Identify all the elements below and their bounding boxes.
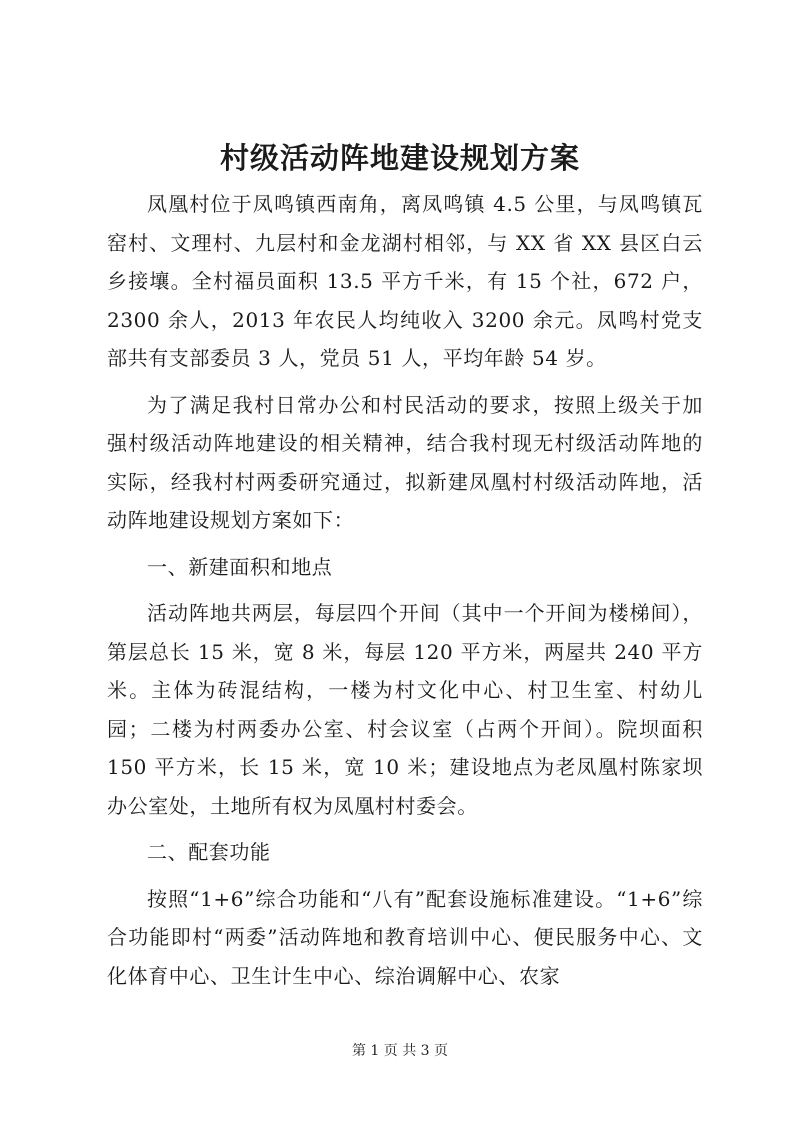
paragraph-purpose: 为了满足我村日常办公和村民活动的要求，按照上级关于加强村级活动阵地建设的相关精神，结合我村现无村级活动阵地的实际，经我村村两委研究通过，拟新建凤凰村村级活动阵地，活动阵地建设规划方案如下： [107, 392, 703, 532]
page-number-footer: 第 1 页 共 3 页 [351, 1043, 449, 1059]
document-title: 村级活动阵地建设规划方案 [219, 141, 580, 175]
paragraph-village-overview: 凤凰村位于凤鸣镇西南角，离凤鸣镇 4.5 公里，与凤鸣镇瓦窑村、文理村、九层村和金龙湖村相邻，与 XX 省 XX 县区白云乡接壤。全村福员面积 13.5 平方千米，有 15 个社，672 户，2300 余人，2013 年农民人均纯收入 3200 余元。凤鸣村党支部共有支部委员 3 人，党员 51 人，平均年龄 54 岁。 [107, 192, 703, 370]
paragraph-area-location: 活动阵地共两层，每层四个开间（其中一个开间为楼梯间），第层总长 15 米，宽 8 米，每层 120 平方米，两屋共 240 平方米。主体为砖混结构，一楼为村文化中心、村卫生室、村幼儿园；二楼为村两委办公室、村会议室（占两个开间）。院坝面积 150 平方米，长 15 米，宽 10 米；建设地点为老凤凰村陈家坝办公室处，土地所有权为凤凰村村委会。 [107, 601, 703, 818]
section-heading-area-location: 一、新建面积和地点 [147, 554, 333, 579]
section-heading-functions: 二、配套功能 [147, 840, 271, 864]
document-body [107, 185, 703, 995]
paragraph-functions: 按照“1+6”综合功能和“八有”配套设施标准建设。“1+6”综合功能即村“两委”活动阵地和教育培训中心、便民服务中心、文化体育中心、卫生计生中心、综治调解中心、农家 [107, 886, 703, 988]
